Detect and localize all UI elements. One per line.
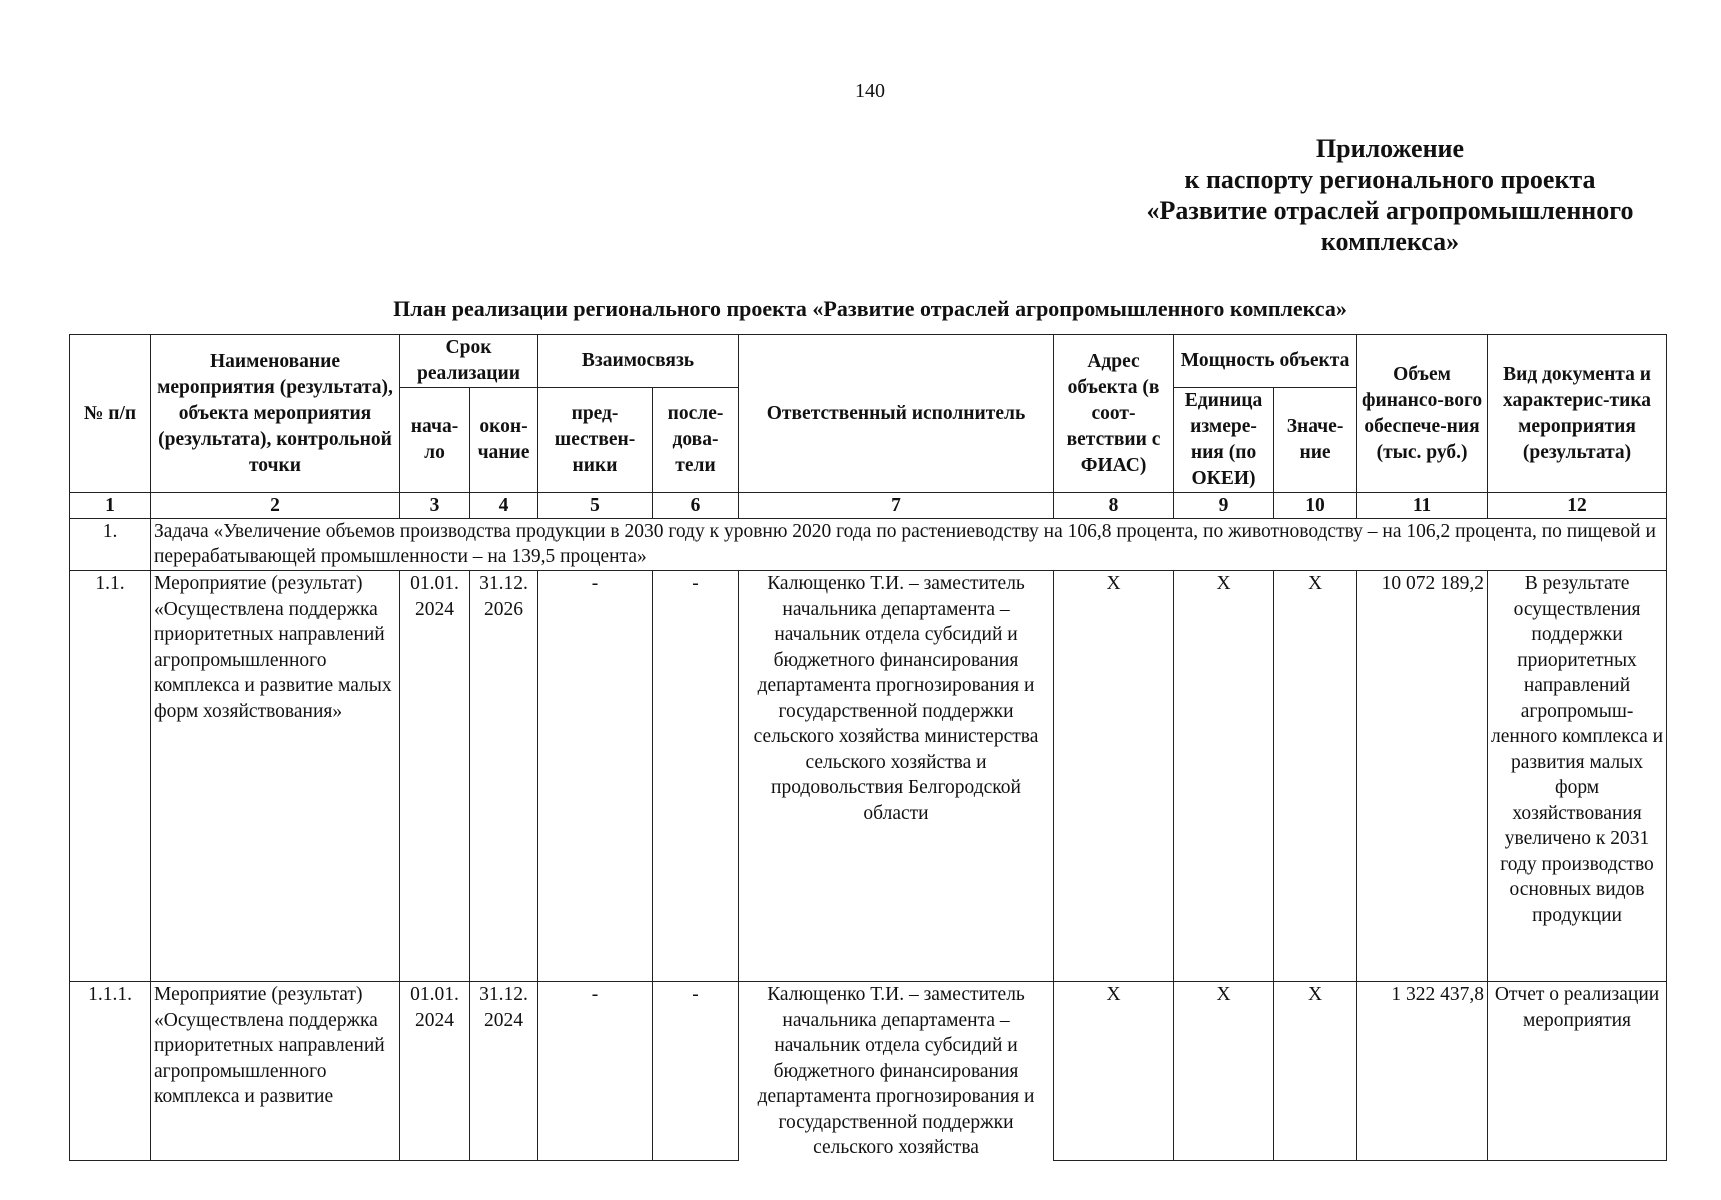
- row-pred: -: [538, 571, 653, 982]
- row-executor: Калющенко Т.И. – заместитель начальника департамента – начальник отдела субсидий и бюджетного финансирования департамента прогнозирования и государственной поддержки сельского хозяйства: [739, 982, 1054, 1161]
- column-number: 8: [1054, 493, 1174, 519]
- header-num: № п/п: [70, 335, 151, 493]
- header-doc-type: Вид документа и характерис-тика мероприятия (результата): [1488, 335, 1667, 493]
- column-number: 9: [1174, 493, 1274, 519]
- task-num: 1.: [70, 519, 151, 571]
- header-link: Взаимосвязь: [538, 335, 739, 388]
- row-executor: Калющенко Т.И. – заместитель начальника департамента – начальник отдела субсидий и бюджетного финансирования департамента прогнозирования и государственной поддержки сельского хозяйства министерства сельского хозяйства и продовольствия Белгородской области: [739, 571, 1054, 982]
- row-end: 31.12. 2024: [470, 982, 538, 1161]
- row-value: Х: [1274, 571, 1357, 982]
- column-number: 7: [739, 493, 1054, 519]
- column-number: 3: [400, 493, 470, 519]
- header-term-start: нача-ло: [400, 388, 470, 493]
- column-number: 12: [1488, 493, 1667, 519]
- row-num: 1.1.1.: [70, 982, 151, 1161]
- row-value: Х: [1274, 982, 1357, 1161]
- appendix-line: «Развитие отраслей агропромышленного: [1146, 196, 1634, 225]
- row-end: 31.12. 2026: [470, 571, 538, 982]
- row-num: 1.1.: [70, 571, 151, 982]
- appendix-line: к паспорту регионального проекта: [1184, 165, 1596, 194]
- row-start: 01.01. 2024: [400, 982, 470, 1161]
- appendix-line: комплекса»: [1320, 227, 1460, 256]
- row-doc: Отчет о реализации мероприятия: [1488, 982, 1667, 1161]
- appendix-line: Приложение: [1315, 134, 1465, 163]
- task-row: [70, 519, 1667, 571]
- row-post: -: [653, 571, 739, 982]
- header-address: Адрес объекта (в соот-ветствии с ФИАС): [1054, 335, 1174, 493]
- row-name: Мероприятие (результат) «Осуществлена поддержка приоритетных направлений агропромышленного комплекса и развитие малых форм хозяйствования»: [151, 571, 400, 982]
- column-number: 10: [1274, 493, 1357, 519]
- row-funding: 1 322 437,8: [1357, 982, 1488, 1161]
- column-number-row: [70, 493, 1667, 519]
- header-link-pred: пред-шествен-ники: [538, 388, 653, 493]
- row-unit: Х: [1174, 571, 1274, 982]
- column-number: 4: [470, 493, 538, 519]
- row-address: Х: [1054, 982, 1174, 1161]
- column-number: 5: [538, 493, 653, 519]
- row-doc: В результате осуществления поддержки приоритетных направлений агропромыш-ленного комплекса и развития малых форм хозяйствования увеличено к 2031 году производство основных видов продукции: [1488, 571, 1667, 982]
- table-row: [70, 571, 1667, 982]
- column-number: 2: [151, 493, 400, 519]
- row-unit: Х: [1174, 982, 1274, 1161]
- row-start: 01.01. 2024: [400, 571, 470, 982]
- header-capacity-unit: Единица измере-ния (по ОКЕИ): [1174, 388, 1274, 493]
- task-text: Задача «Увеличение объемов производства продукции в 2030 году к уровню 2020 года по растениеводству на 106,8 процента, по животноводству – на 106,2 процента, по пищевой и перерабатывающей промышленности – на 139,5 процента»: [151, 519, 1667, 571]
- header-capacity: Мощность объекта: [1174, 335, 1357, 388]
- header-term: Срок реализации: [400, 335, 538, 388]
- header-link-post: после-дова-тели: [653, 388, 739, 493]
- header-name: Наименование мероприятия (результата), объекта мероприятия (результата), контрольной точки: [151, 335, 400, 493]
- row-funding: 10 072 189,2: [1357, 571, 1488, 982]
- row-post: -: [653, 982, 739, 1161]
- column-number: 1: [70, 493, 151, 519]
- row-pred: -: [538, 982, 653, 1161]
- page-number: 140: [855, 80, 885, 102]
- header-term-end: окон-чание: [470, 388, 538, 493]
- table-row: [70, 982, 1667, 1161]
- header-executor: Ответственный исполнитель: [739, 335, 1054, 493]
- row-name: Мероприятие (результат) «Осуществлена поддержка приоритетных направлений агропромышленного комплекса и развитие: [151, 982, 400, 1161]
- plan-table: [69, 334, 1667, 1161]
- plan-title: План реализации регионального проекта «Развитие отраслей агропромышленного комплекса»: [393, 296, 1347, 321]
- column-number: 6: [653, 493, 739, 519]
- appendix-header: [1080, 133, 1700, 257]
- header-funding: Объем финансо-вого обеспече-ния (тыс. руб.): [1357, 335, 1488, 493]
- header-capacity-value: Значе-ние: [1274, 388, 1357, 493]
- column-number: 11: [1357, 493, 1488, 519]
- row-address: Х: [1054, 571, 1174, 982]
